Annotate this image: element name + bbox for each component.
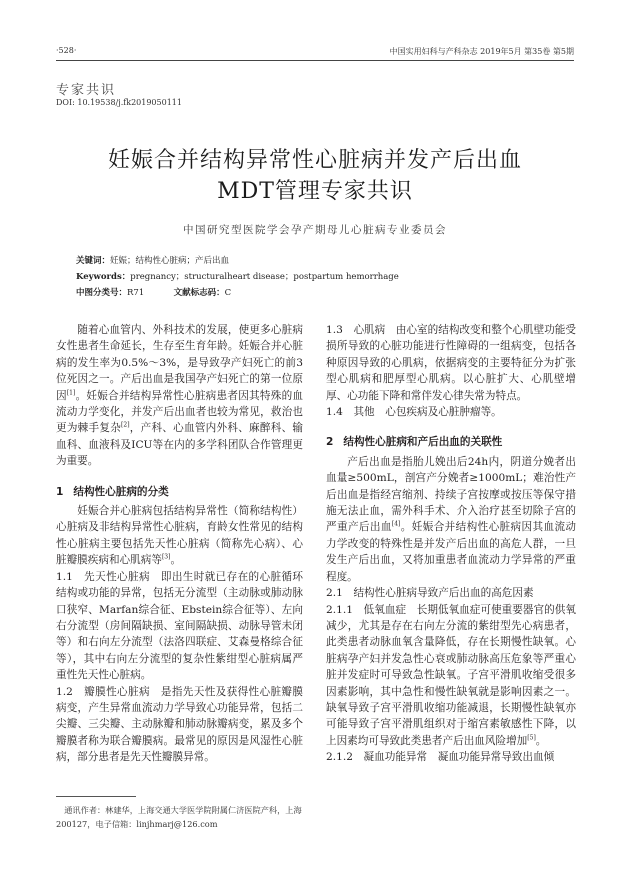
clc-value: R71 — [127, 288, 145, 298]
citation[interactable]: [2] — [121, 421, 130, 429]
left-column — [56, 322, 303, 766]
right-column — [326, 322, 576, 766]
footnote-rule — [56, 796, 136, 797]
subsection-1-2: 1.2 瓣膜性心脏病 是指先天性及获得性心脏瓣膜病变，产生异常血流动力学导致心功能异常，包括二尖瓣、三尖瓣、主动脉瓣和肺动脉瓣病变，累及多个瓣膜者称为联合瓣膜病。最常见的原因是风湿性心脏病，部分患者是先天性瓣膜异常。 — [56, 685, 303, 764]
keywords-en-text: pregnancy；structuralheart disease；postpartum hemorrhage — [130, 272, 399, 282]
subsection-2-1: 2.1 结构性心脏病导致产后出血的高危因素 — [326, 587, 534, 600]
author: 中国研究型医院学会孕产期母儿心脏病专业委员会 — [183, 224, 447, 236]
citation[interactable]: [5] — [527, 734, 536, 742]
section-1-paragraph: 妊娠合并心脏病包括结构异常性（简称结构性）心脏病及非结构异常性心脏病，育龄女性常见的结构性心脏病主要包括先天性心脏病（简称先心病）、心脏瓣膜疾病和心肌病等[3]。 — [56, 505, 303, 567]
keywords-en — [76, 270, 399, 282]
page-number: ·528· — [56, 46, 77, 55]
title-line-1: 妊娠合并结构异常性心脏病并发产后出血 — [107, 148, 522, 173]
keywords-cn-text: 妊娠；结构性心脏病；产后出血 — [110, 256, 230, 266]
header-rule — [56, 60, 574, 61]
subsection-1-3: 1.3 心肌病 由心室的结构改变和整个心肌壁功能受损所导致的心脏功能进行性障碍的一组病变，包括各种原因导致的心肌病，依据病变的主要特征分为扩张型心肌病和肥厚型心肌病。以心脏扩大、心肌壁增厚、心功能下降和常伴发心律失常为特点。 — [326, 324, 576, 402]
citation[interactable]: [1] — [66, 389, 76, 397]
footnote: 通讯作者：林建华，上海交通大学医学院附属仁济医院产科，上海 200127，电子信箱：linjhmarj@126.com — [56, 805, 302, 829]
section-2-paragraph: 产后出血是指胎儿娩出后24h内，阴道分娩者出血量≥500mL，剖宫产分娩者≥1000mL；难治性产后出血是指经宫缩剂、持续子宫按摩或按压等保守措施无法止血，需外科手术、介入治疗甚至切除子宫的严重产后出血[4]。妊娠合并结构性心脏病因其血流动力学改变的特殊性是并发产后出血的高危人群，一旦发生产后出血，又将加重患者血流动力学异常的严重程度。 — [326, 455, 577, 583]
subsection-2-1-2: 2.1.2 凝血功能异常 凝血功能异常导致出血倾 — [326, 751, 555, 764]
doc-code-value: C — [224, 288, 232, 298]
subsection-1-1: 1.1 先天性心脏病 即出生时就已存在的心脏循环结构或功能的异常，包括无分流型（主动脉或肺动脉口狭窄、Marfan综合征、Ebstein综合征等）、左向右分流型（房间隔缺损、室间隔缺损、动脉导管未闭等）和右向左分流型（法洛四联症、艾森曼格综合征等），其中右向左分流型的复杂性紫绀型心脏病属严重性先天性心脏病。 — [56, 570, 303, 682]
intro-paragraph: 随着心血管内、外科技术的发展，使更多心脏病女性患者生命延长，生存至生育年龄。妊娠合并心脏病的发生率为0.5%～3%，是导致孕产妇死亡的前3位死因之一。产后出血是我国孕产妇死亡的第一位原因[1]。妊娠合并结构异常性心脏病患者因其特殊的血流动力学变化，并发产后出血者也较为常见，救治也更为棘手复杂[2]，产科、心血管内外科、麻醉科、输血科、血液科及ICU等在内的多学科团队合作管理更为重要。 — [56, 324, 304, 468]
subsection-1-4: 1.4 其他 心包疾病及心脏肿瘤等。 — [326, 406, 502, 419]
subsection-2-1-1: 2.1.1 低氧血症 长期低氧血症可使重要器官的供氧减少，尤其是存在右向左分流的紫绀型先心病患者，此类患者动脉血氧含量降低，存在长期慢性缺氧。心脏病孕产妇并发急性心衰或肺动脉高压危象等严重心脏并发症时可导致急性缺氧。子宫平滑肌收缩受很多因素影响，其中急性和慢性缺氧就是影响因素之一。缺氧导致子宫平滑肌收缩功能减退，长期慢性缺氧亦可能导致子宫平滑肌组织对于缩宫素敏感性下降，以上因素均可导致此类患者产后出血风险增加[5]。 — [326, 603, 576, 747]
keywords-cn-label: 关键词： — [76, 256, 111, 266]
doi: DOI: 10.19538/j.fk2019050111 — [56, 98, 182, 107]
classification — [76, 286, 231, 298]
citation[interactable]: [4] — [391, 520, 401, 528]
section-tag: 专家共识 — [56, 83, 117, 98]
title-line-2: MDT管理专家共识 — [217, 179, 413, 204]
keywords-cn — [76, 254, 229, 266]
keywords-en-label: Keywords： — [76, 272, 131, 282]
doc-code-label: 文献标志码： — [173, 288, 225, 298]
journal-info: 中国实用妇科与产科杂志 2019年5月 第35卷 第5期 — [389, 47, 574, 56]
section-heading-1: 1 结构性心脏病的分类 — [56, 485, 169, 498]
clc-label: 中图分类号： — [76, 288, 128, 298]
citation[interactable]: [3] — [161, 553, 171, 561]
section-heading-2: 2 结构性心脏病和产后出血的关联性 — [326, 436, 503, 449]
